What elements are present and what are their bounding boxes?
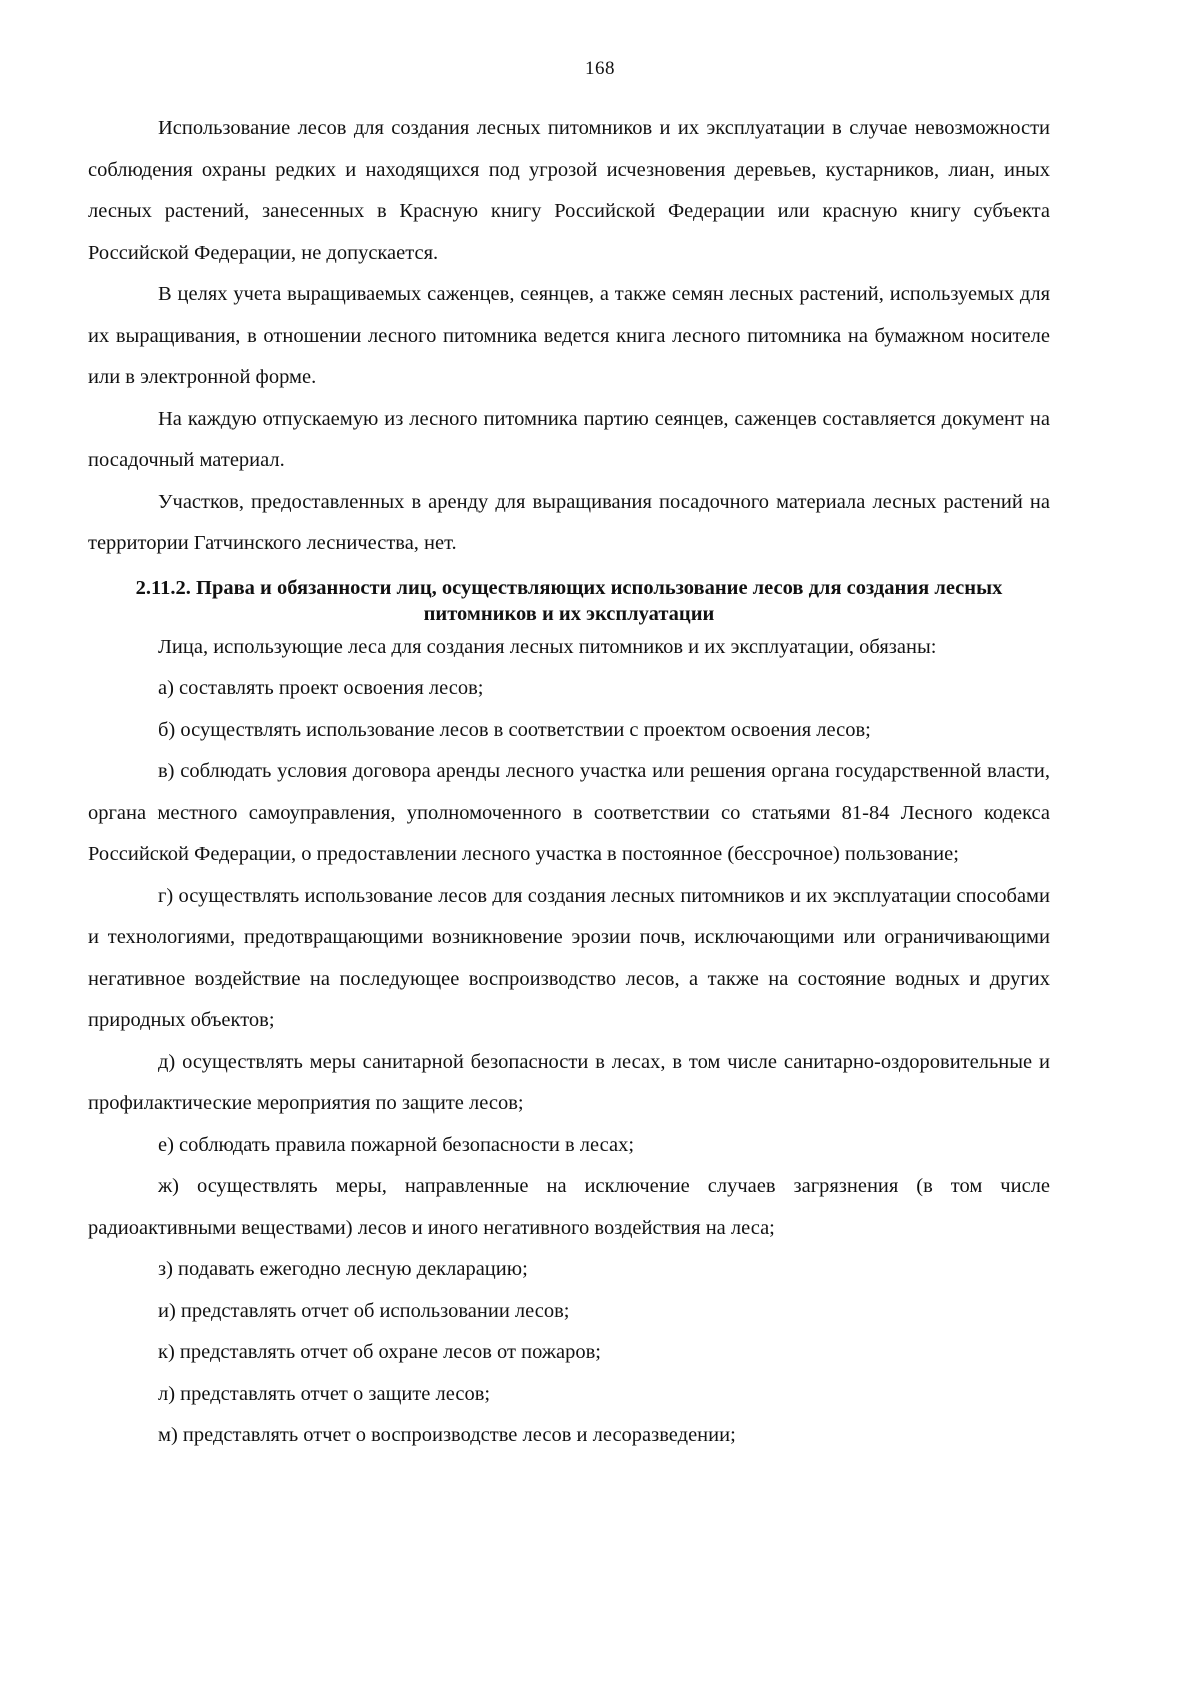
list-item: и) представлять отчет об использовании лесов;: [158, 1299, 570, 1322]
paragraph-red-book: Использование лесов для создания лесных питомников и их эксплуатации в случае невозможности соблюдения охраны редких и находящихся под угрозой исчезновения деревьев, кустарников, лиан, иных лесных растений, занесенных в Красную книгу Российской Федерации или красную книгу субъекта Российской Федерации, не допускается.: [88, 117, 1050, 264]
paragraph-nursery-book: В целях учета выращиваемых саженцев, сеянцев, а также семян лесных растений, используемых для их выращивания, в отношении лесного питомника ведется книга лесного питомника на бумажном носителе или в электронной форме.: [88, 283, 1050, 388]
list-item: б) осуществлять использование лесов в соответствии с проектом освоения лесов;: [158, 718, 871, 741]
list-item: з) подавать ежегодно лесную декларацию;: [158, 1258, 528, 1280]
list-item: л) представлять отчет о защите лесов;: [158, 1382, 491, 1405]
list-item: в) соблюдать условия договора аренды лесного участка или решения органа государственной власти, органа местного самоуправления, уполномоченного в соответствии со статьями 81-84 Лесного кодекса Российской Федерации, о предоставлении лесного участка в постоянное (бессрочное) пользование;: [88, 760, 1050, 865]
paragraph-no-leased-plots: Участков, предоставленных в аренду для выращивания посадочного материала лесных растений на территории Гатчинского лесничества, нет.: [88, 490, 1050, 554]
list-item: а) составлять проект освоения лесов;: [158, 677, 484, 699]
page-content: [88, 108, 1050, 1457]
list-item: ж) осуществлять меры, направленные на исключение случаев загрязнения (в том числе радиоактивными веществами) лесов и иного негативного воздействия на леса;: [88, 1175, 1050, 1239]
obligations-list: [88, 668, 1050, 1457]
list-item: г) осуществлять использование лесов для создания лесных питомников и их эксплуатации способами и технологиями, предотвращающими возникновение эрозии почв, исключающими или ограничивающими негативное воздействие на последующее воспроизводство лесов, а также на состояние водных и других природных объектов;: [88, 884, 1050, 1031]
list-item: к) представлять отчет об охране лесов от пожаров;: [158, 1341, 601, 1363]
obligations-intro: Лица, использующие леса для создания лесных питомников и их эксплуатации, обязаны:: [158, 635, 937, 658]
list-item: м) представлять отчет о воспроизводстве лесов и лесоразведении;: [158, 1424, 736, 1446]
paragraph-planting-document: На каждую отпускаемую из лесного питомника партию сеянцев, саженцев составляется документ на посадочный материал.: [88, 407, 1050, 471]
list-item: е) соблюдать правила пожарной безопасности в лесах;: [158, 1133, 635, 1156]
section-heading: 2.11.2. Права и обязанности лиц, осуществляющих использование лесов для создания лесных питомников и их эксплуатации: [135, 576, 1003, 625]
list-item: д) осуществлять меры санитарной безопасности в лесах, в том числе санитарно-оздоровительные и профилактические мероприятия по защите лесов;: [88, 1050, 1050, 1114]
page-number: 168: [585, 58, 615, 79]
